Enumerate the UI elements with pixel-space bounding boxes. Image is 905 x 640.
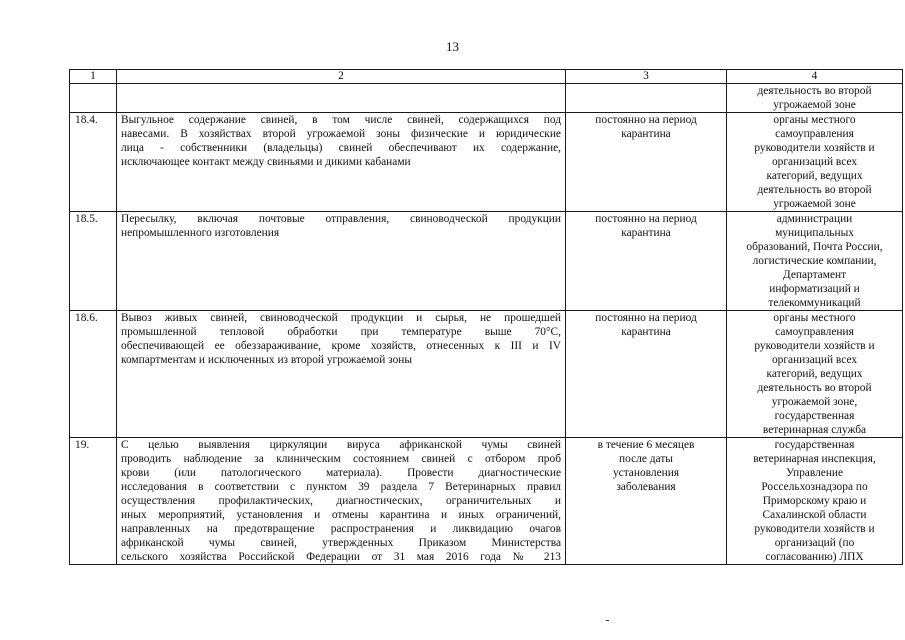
text-line: промышленной тепловой обработки при температуре выше 70°С, [121, 326, 561, 338]
text-line: направленных на предотвращение распространения и ликвидацию очагов [121, 523, 561, 535]
text-line: Вывоз живых свиней, свиноводческой продукции и сырья, не прошедшей [121, 312, 561, 324]
header-col-4: 4 [727, 70, 903, 84]
term-cell [566, 311, 727, 438]
text-line: категорий, ведущих [766, 170, 863, 182]
text-line: ветеринарная инспекция, [753, 453, 876, 465]
text-line: Приморскому краю и [762, 495, 867, 507]
text-line: Пересылку, включая почтовые отправления, свиноводческой продукции [121, 213, 561, 225]
text-line: постоянно на период [595, 114, 697, 126]
header-col-3: 3 [566, 70, 727, 84]
measure-text [117, 113, 566, 212]
text-line: угрожаемой зоне, [771, 396, 858, 408]
text-line: сельского хозяйства Российской Федерации от 31 мая 2016 года № 213 [121, 551, 561, 563]
text-line: карантина [621, 227, 671, 239]
text-line: исключающее контакт между свиньями и дикими кабанами [121, 156, 411, 168]
text-line: Управление [785, 467, 844, 479]
header-col-1: 1 [70, 70, 117, 84]
text-line: организаций (по [774, 537, 855, 549]
responsible-cell [727, 311, 903, 438]
text-line: деятельность во второй [757, 85, 872, 97]
text-line: категорий, ведущих [766, 368, 863, 380]
text-line: осуществления профилактических, диагностических, ограничительных и [121, 495, 561, 507]
text-line: ветеринарная служба [762, 424, 867, 436]
text-line: самоуправления [775, 128, 854, 140]
text-line: руководители хозяйств и [754, 142, 875, 154]
text-line: деятельность во второй [757, 184, 872, 196]
text-line: карантина [621, 326, 671, 338]
table-header-row [70, 70, 903, 84]
text-line: государственная [774, 410, 855, 422]
text-line: исследования в соответствии с пунктом 39 раздела 7 Ветеринарных правил [121, 481, 561, 493]
text-line: постоянно на период [595, 312, 697, 324]
text-line: государственная [774, 439, 855, 451]
header-col-2: 2 [117, 70, 566, 84]
text-line: компартментам и исключенных из второй угрожаемой зоны [121, 354, 413, 366]
table-row [70, 311, 903, 438]
text-line: заболевания [616, 481, 676, 493]
scan-speck [606, 620, 609, 621]
text-line: Департамент [782, 269, 847, 281]
page-number: 13 [446, 39, 459, 54]
text-line: угрожаемой зоне [773, 198, 856, 210]
row-number: 19. [70, 438, 117, 565]
text-line: африканской чумы свиней, утвержденных Приказом Министерства [121, 537, 561, 549]
text-line: крови (или патологического материала). Провести диагностические [121, 467, 561, 479]
text-line: проводить наблюдение за клиническим состоянием свиней с отбором проб [121, 453, 561, 465]
text-line: непромышленного изготовления [121, 227, 280, 239]
responsible-cell [727, 212, 903, 311]
text-line: после даты [619, 453, 673, 465]
text-line: постоянно на период [595, 213, 697, 225]
text-line: органы местного [773, 114, 856, 126]
text-line: лица - собственники (владельцы) свиней обеспечивают их содержание, [121, 142, 561, 154]
term-cell [566, 438, 727, 565]
text-line: логистические компании, [752, 255, 877, 267]
text-line: иных мероприятий, установления и отмены карантина и иных ограничений, [121, 509, 561, 521]
text-line: карантина [621, 128, 671, 140]
text-line: С целью выявления циркуляции вируса африканской чумы свиней [121, 439, 561, 451]
text-line: органы местного [773, 312, 856, 324]
text-line: в течение 6 месяцев [597, 439, 695, 451]
row-number: 18.6. [70, 311, 117, 438]
text-line: Сахалинской области [762, 509, 867, 521]
text-line: установления [612, 467, 680, 479]
table-row [70, 113, 903, 212]
responsible-cell [727, 438, 903, 565]
text-line: самоуправления [775, 326, 854, 338]
measure-text [117, 212, 566, 311]
term-cell [566, 113, 727, 212]
text-line: телекоммуникаций [768, 297, 861, 309]
text-line: организаций всех [771, 354, 858, 366]
measures-table [69, 69, 903, 565]
measure-text [117, 438, 566, 565]
text-line: деятельность во второй [757, 382, 872, 394]
text-line: информатизаций и [769, 283, 860, 295]
continuation-row [70, 84, 903, 113]
text-line: обеспечивающей ее обеззараживание, кроме хозяйств, отнесенных к III и IV [121, 340, 561, 352]
text-line: руководители хозяйств и [754, 340, 875, 352]
row-number: 18.4. [70, 113, 117, 212]
measure-text [117, 311, 566, 438]
text-line: угрожаемой зоне [773, 99, 856, 111]
text-line: образований, Почта России, [746, 241, 883, 253]
term-cell [566, 212, 727, 311]
table-row [70, 212, 903, 311]
row-number: 18.5. [70, 212, 117, 311]
text-line: Россельхознадзора по [761, 481, 868, 493]
responsible-cell [727, 113, 903, 212]
text-line: руководители хозяйств и [754, 523, 875, 535]
text-line: согласованию) ЛПХ [765, 551, 864, 563]
continuation-responsible [727, 84, 903, 113]
text-line: навесами. В хозяйствах второй угрожаемой зоны физические и юридические [121, 128, 561, 140]
text-line: муниципальных [775, 227, 854, 239]
text-line: организаций всех [771, 156, 858, 168]
text-line: администрации [776, 213, 853, 225]
table-row [70, 438, 903, 565]
text-line: Выгульное содержание свиней, в том числе свиней, содержащихся под [121, 114, 561, 126]
